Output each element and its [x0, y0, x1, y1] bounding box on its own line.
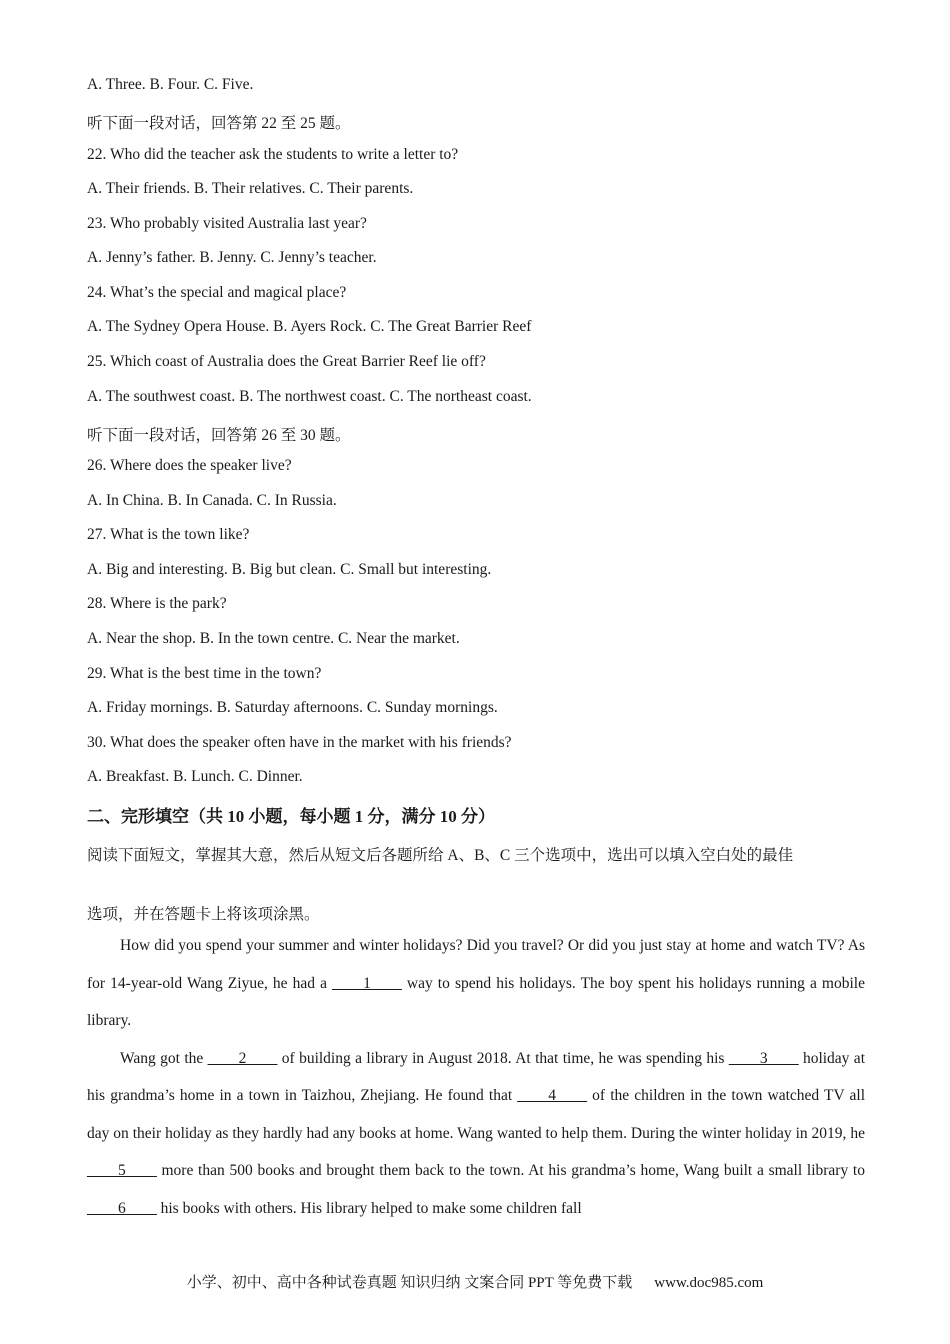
question-30: 30. What does the speaker often have in the market with his friends? [87, 734, 512, 751]
q24-options: A. The Sydney Opera House. B. Ayers Rock. C. The Great Barrier Reef [87, 318, 532, 335]
question-26: 26. Where does the speaker live? [87, 457, 292, 474]
question-25: 25. Which coast of Australia does the Great Barrier Reef lie off? [87, 353, 486, 370]
q22-options: A. Their friends. B. Their relatives. C. Their parents. [87, 180, 414, 197]
q23-options: A. Jenny’s father. B. Jenny. C. Jenny’s teacher. [87, 249, 377, 266]
cloze-instruction-line-2: 选项，并在答题卡上将该项涂黑。 [87, 906, 320, 923]
section-heading-cloze: 二、完形填空（共 10 小题，每小题 1 分，满分 10 分） [87, 807, 495, 826]
question-27: 27. What is the town like? [87, 526, 250, 543]
dialogue-instruction-22-25: 听下面一段对话，回答第 22 至 25 题。 [87, 115, 351, 132]
q30-options: A. Breakfast. B. Lunch. C. Dinner. [87, 768, 303, 785]
question-24: 24. What’s the special and magical place? [87, 284, 347, 301]
dialogue-instruction-26-30: 听下面一段对话，回答第 26 至 30 题。 [87, 427, 351, 444]
passage-paragraph-2 [87, 1040, 865, 1228]
passage-text: more than 500 books and brought them back to the town. At his grandma’s home, Wang built a small library to [156, 1162, 865, 1179]
passage-text: his books with others. His library helped to make some children fall [156, 1199, 582, 1217]
passage-text: of building a library in August 2018. At that time, he was spending his [277, 1049, 729, 1067]
question-22: 22. Who did the teacher ask the students to write a letter to? [87, 146, 459, 163]
passage-text: way to spend his holidays. The boy spent his holidays running a mobile library. [87, 974, 865, 1029]
q28-options: A. Near the shop. B. In the town centre. C. Near the market. [87, 630, 460, 647]
q27-options: A. Big and interesting. B. Big but clean. C. Small but interesting. [87, 561, 492, 578]
blank-1: ____1____ [332, 974, 402, 992]
cloze-instruction-line-1: 阅读下面短文，掌握其大意，然后从短文后各题所给 A、B、C 三个选项中，选出可以填入空白处的最佳 [87, 847, 794, 864]
passage-paragraph-1 [87, 927, 865, 1040]
q29-options: A. Friday mornings. B. Saturday afternoons. C. Sunday mornings. [87, 699, 498, 716]
passage-text: holiday at his grandma’s home in a town in Taizhou, Zhejiang. He found that [87, 1049, 865, 1104]
cloze-passage [87, 927, 865, 1227]
footer-text: 小学、初中、高中各种试卷真题 知识归纳 文案合同 PPT 等免费下载 [186, 1275, 633, 1291]
passage-text: Wang got the [120, 1049, 208, 1067]
q25-options: A. The southwest coast. B. The northwest coast. C. The northeast coast. [87, 388, 532, 405]
question-23: 23. Who probably visited Australia last year? [87, 215, 367, 232]
q26-options: A. In China. B. In Canada. C. In Russia. [87, 492, 337, 509]
blank-4: ____4____ [517, 1087, 588, 1104]
blank-3: ____3____ [728, 1049, 799, 1067]
passage-text: How did you spend your summer and winter holidays? Did you travel? Or did you just stay at home and watch TV? As for 14-year-old Wang Ziyue, he had a [87, 937, 865, 992]
footer-url[interactable]: www.doc985.com [654, 1275, 764, 1291]
page-footer [0, 1271, 950, 1292]
blank-5: ____5____ [87, 1162, 157, 1179]
blank-6: ____6____ [87, 1199, 157, 1217]
question-29: 29. What is the best time in the town? [87, 665, 322, 682]
passage-text: of the children in the town watched TV all day on their holiday as they hardly had any books at home. Wang wanted to help them. During the winter holiday in 2019, he [87, 1087, 866, 1142]
q21-options: A. Three. B. Four. C. Five. [87, 76, 254, 93]
blank-2: ____2____ [207, 1049, 278, 1067]
question-28: 28. Where is the park? [87, 595, 227, 612]
